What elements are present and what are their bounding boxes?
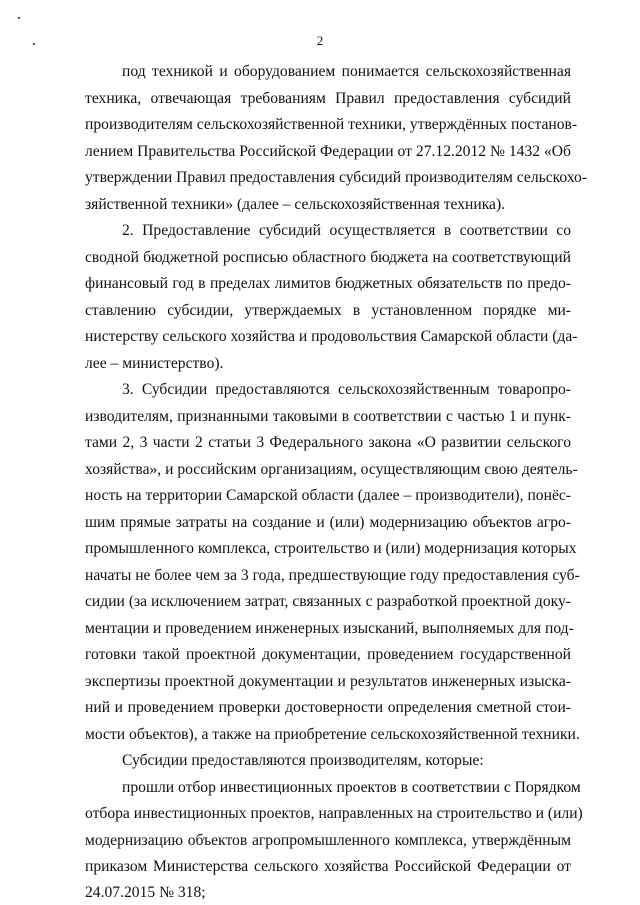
text-line: мости объектов), а также на приобретение сельскохозяйственной техники. bbox=[85, 726, 580, 743]
text-line: прошли отбор инвестиционных проектов в соответствии с Порядком bbox=[122, 779, 581, 796]
text-line: ний и проведением проверки достоверности определения сметной стои- bbox=[85, 699, 571, 716]
text-line: сводной бюджетной росписью областного бюджета на соответствующий bbox=[85, 249, 571, 266]
text-line: приказом Министерства сельского хозяйства Российской Федерации от bbox=[85, 858, 571, 875]
text-line: хозяйства», и российским организациям, осуществляющим свою деятель- bbox=[85, 461, 578, 478]
text-line: промышленного комплекса, строительство и (или) модернизация которых bbox=[85, 540, 577, 557]
text-line: сидии (за исключением затрат, связанных с разработкой проектной доку- bbox=[85, 593, 571, 610]
text-line: производителям сельскохозяйственной техники, утверждённых постанов- bbox=[85, 116, 578, 133]
text-line: 3. Субсидии предоставляются сельскохозяйственным товаропро- bbox=[122, 381, 571, 398]
text-line: начаты не более чем за 3 года, предшествующие году предоставления суб- bbox=[85, 567, 580, 584]
text-line: утверждении Правил предоставления субсидий производителям сельскохо- bbox=[85, 169, 588, 186]
text-line: ментации и проведением инженерных изысканий, выполняемых для под- bbox=[85, 620, 574, 637]
text-line: изводителям, признанными таковыми в соответствии с частью 1 и пунк- bbox=[85, 408, 571, 425]
text-line: модернизацию объектов агропромышленного комплекса, утверждённым bbox=[85, 832, 571, 849]
text-line: 2. Предоставление субсидий осуществляется в соответствии со bbox=[122, 222, 571, 239]
text-line: лением Правительства Российской Федерации от 27.12.2012 № 1432 «Об bbox=[85, 143, 571, 160]
text-line: шим прямые затраты на создание и (или) модернизацию объектов агро- bbox=[85, 514, 571, 531]
scan-speck bbox=[18, 17, 20, 19]
text-line: Субсидии предоставляются производителям, которые: bbox=[122, 752, 484, 769]
text-line: зяйственной техники» (далее – сельскохозяйственная техника). bbox=[85, 196, 506, 213]
text-line: готовки такой проектной документации, проведением государственной bbox=[85, 646, 571, 663]
text-line: экспертизы проектной документации и результатов инженерных изыска- bbox=[85, 673, 571, 690]
text-line: под техникой и оборудованием понимается сельскохозяйственная bbox=[122, 63, 571, 80]
text-line: 24.07.2015 № 318; bbox=[85, 884, 206, 901]
text-line: ставлению субсидии, утверждаемых в установленном порядке ми- bbox=[85, 302, 571, 319]
text-line: отбора инвестиционных проектов, направленных на строительство и (или) bbox=[85, 805, 583, 822]
text-line: нистерству сельского хозяйства и продовольствия Самарской области (да- bbox=[85, 328, 578, 345]
text-line: тами 2, 3 части 2 статьи 3 Федерального закона «О развитии сельского bbox=[85, 434, 571, 451]
text-line: финансовый год в пределах лимитов бюджетных обязательств по предо- bbox=[85, 275, 571, 292]
text-line: ность на территории Самарской области (далее – производители), понёс- bbox=[85, 487, 571, 504]
page-number: 2 bbox=[316, 33, 324, 48]
text-line: техника, отвечающая требованиям Правил предоставления субсидий bbox=[85, 90, 571, 107]
text-line: лее – министерство). bbox=[85, 355, 224, 372]
